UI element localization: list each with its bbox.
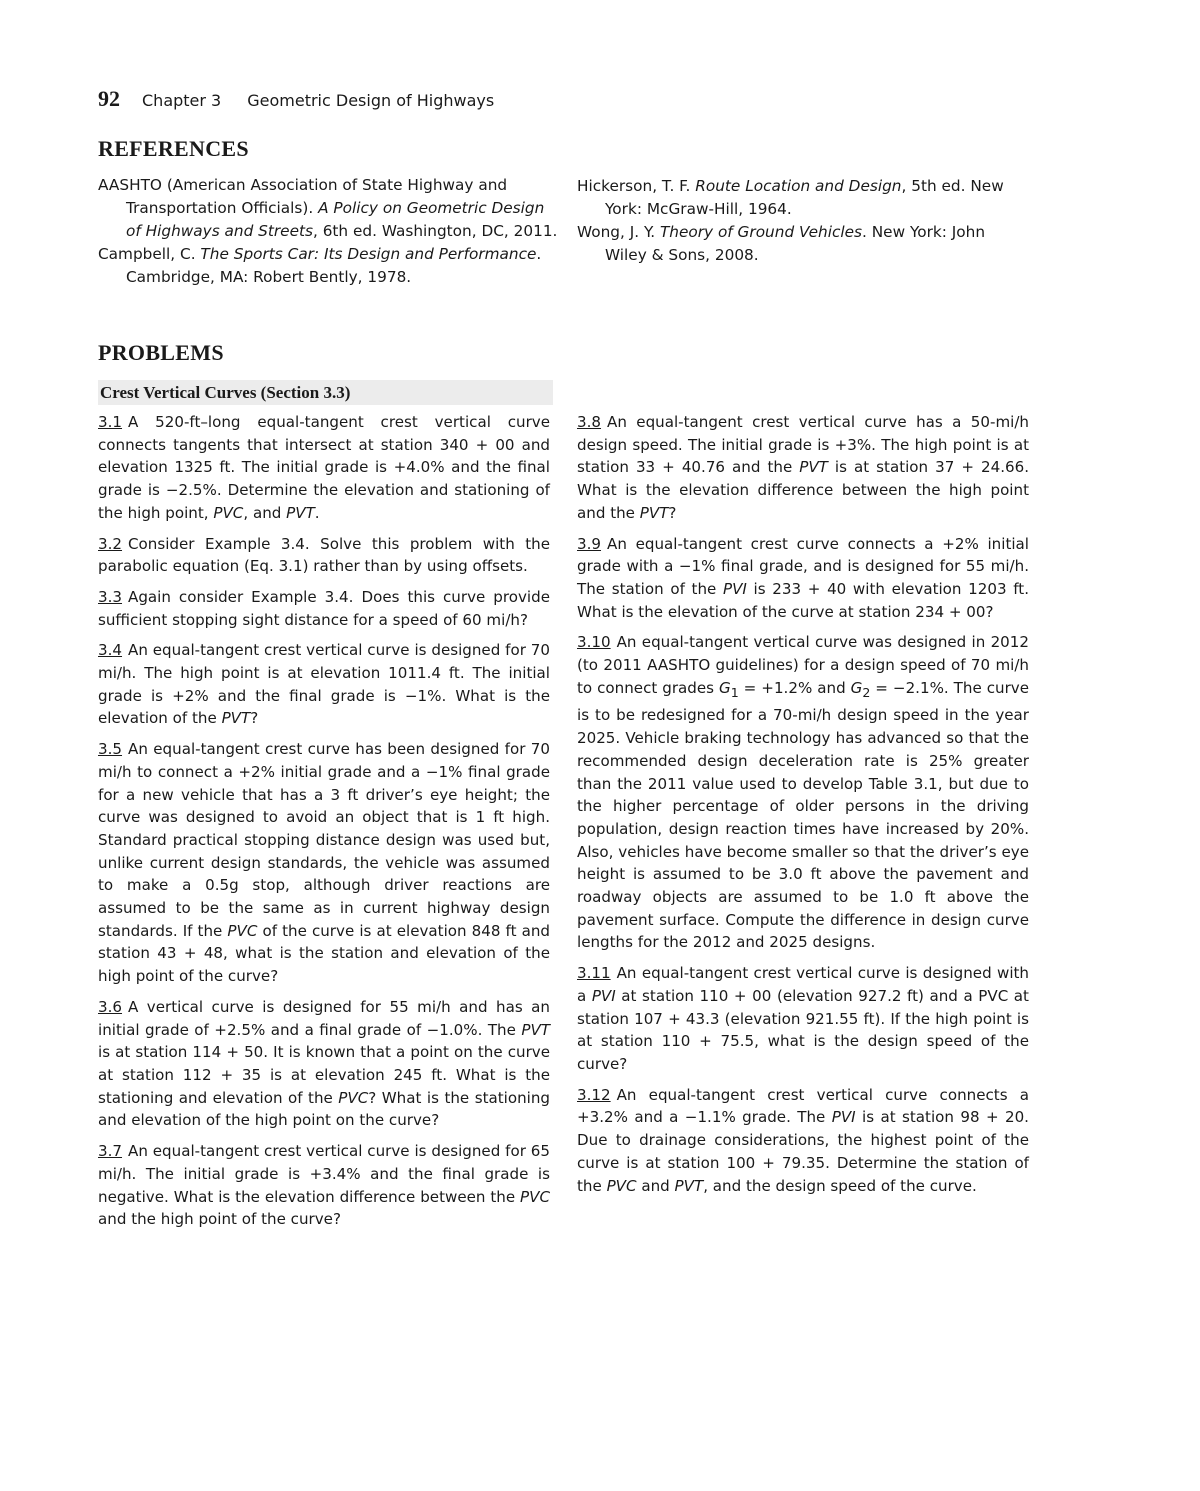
page-number: 92 bbox=[98, 86, 120, 111]
reference-entry: Hickerson, T. F. Route Location and Design, 5th ed. New York: McGraw-Hill, 1964. bbox=[577, 177, 1004, 218]
page-header bbox=[98, 86, 494, 112]
problems-right-column bbox=[577, 411, 1029, 1205]
problem-number: 3.9 bbox=[577, 534, 602, 553]
reference-entry: Wong, J. Y. Theory of Ground Vehicles. New York: John Wiley & Sons, 2008. bbox=[577, 223, 986, 264]
problem-number: 3.1 bbox=[98, 413, 123, 431]
problem-number: 3.12 bbox=[577, 1085, 611, 1104]
problem-3-6: 3.6 A vertical curve is designed for 55 mi/h and has an initial grade of +2.5% and a final grade of −1.0%. The PVT is at station 114 + 50. It is known that a point on the curve at station 112 + 35 is at elevation 245 ft. What is the stationing and elevation of the PVC? What is the stationing and elevation of the high point on the curve? bbox=[98, 997, 550, 1130]
subsection-bar bbox=[98, 380, 553, 405]
problem-number: 3.4 bbox=[98, 641, 123, 660]
subsection-title: Crest Vertical Curves (Section 3.3) bbox=[100, 382, 351, 402]
reference-entry: AASHTO (American Association of State Highway and Transportation Officials). A Policy on Geometric Design of Highways and Streets, 6th ed. Washington, DC, 2011. bbox=[98, 176, 558, 240]
problem-3-4: 3.4 An equal-tangent crest vertical curve is designed for 70 mi/h. The high point is at elevation 1011.4 ft. The initial grade is +2% and the final grade is −1%. What is the elevation of the PVT? bbox=[98, 641, 550, 728]
problem-number: 3.7 bbox=[98, 1142, 123, 1161]
problem-3-9: 3.9 An equal-tangent crest curve connects a +2% initial grade with a −1% final grade, and is designed for 55 mi/h. The station of the PVI is 233 + 40 with elevation 1203 ft. What is the elevation of the curve at station 234 + 00? bbox=[577, 534, 1029, 621]
references-heading: REFERENCES bbox=[98, 136, 249, 161]
problem-number: 3.2 bbox=[98, 534, 123, 553]
problem-number: 3.6 bbox=[98, 997, 123, 1016]
problem-3-5: 3.5 An equal-tangent crest curve has been designed for 70 mi/h to connect a +2% initial grade and a −1% final grade for a new vehicle that has a 3 ft driver’s eye height; the curve was designed to avoid an object that is 1 ft high. Standard practical stopping distance design was used but, unlike current design standards, the vehicle was assumed to make a 0.5g stop, although driver reactions are assumed to be the same as in current highway design standards. If the PVC of the curve is at elevation 848 ft and station 43 + 48, what is the station and elevation of the high point of the curve? bbox=[98, 740, 550, 986]
problem-number: 3.5 bbox=[98, 740, 123, 759]
problems-left-column bbox=[98, 411, 550, 1239]
problem-3-8: 3.8 An equal-tangent crest vertical curve has a 50-mi/h design speed. The initial grade is +3%. The high point is at station 33 + 40.76 and the PVT is at station 37 + 24.66. What is the elevation difference between the high point and the PVT? bbox=[577, 413, 1029, 522]
chapter-title: Geometric Design of Highways bbox=[247, 91, 495, 110]
problem-3-11: 3.11 An equal-tangent crest vertical curve is designed with a PVI at station 110 + 00 (elevation 927.2 ft) and a PVC at station 107 + 43.3 (elevation 921.55 ft). If the high point is at station 110 + 75.5, what is the design speed of the curve? bbox=[577, 964, 1029, 1073]
problem-3-7: 3.7 An equal-tangent crest vertical curve is designed for 65 mi/h. The initial grade is +3.4% and the final grade is negative. What is the elevation difference between the PVC and the high point of the curve? bbox=[98, 1142, 550, 1229]
problem-number: 3.3 bbox=[98, 587, 123, 606]
references-right-column bbox=[577, 175, 1017, 267]
problem-number: 3.10 bbox=[577, 633, 611, 652]
chapter-label: Chapter 3 bbox=[142, 91, 222, 110]
problem-3-1: 3.1 A 520-ft–long equal-tangent crest vertical curve connects tangents that intersect at station 340 + 00 and elevation 1325 ft. The initial grade is +4.0% and the final grade is −2.5%. Determine the elevation and stationing of the high point, PVC, and PVT. bbox=[98, 413, 550, 522]
problem-number: 3.8 bbox=[577, 413, 602, 431]
reference-entry: Campbell, C. The Sports Car: Its Design and Performance. Cambridge, MA: Robert Bently, 1978. bbox=[98, 245, 542, 286]
references-left-column bbox=[98, 174, 558, 289]
problems-heading: PROBLEMS bbox=[98, 340, 224, 365]
problem-3-3: 3.3 Again consider Example 3.4. Does this curve provide sufficient stopping sight distance for a speed of 60 mi/h? bbox=[98, 587, 550, 629]
problem-number: 3.11 bbox=[577, 964, 611, 983]
problem-3-10: 3.10 An equal-tangent vertical curve was designed in 2012 (to 2011 AASHTO guidelines) for a design speed of 70 mi/h to connect grades $G_1 = +1.2\%$ and $G_2 = -2.1\%$. The curve is to be redesigned for a 70-mi/h design speed in the year 2025. Vehicle braking technology has advanced so that the recommended design deceleration rate is 25% greater than the 2011 value used to develop Table 3.1, but due to the higher percentage of older persons in the driving population, design reaction times have increased by 20%. Also, vehicles have become smaller so that the driver’s eye height is assumed to be 3.0 ft above the pavement and roadway objects are assumed to be 1.0 ft above the pavement surface. Compute the difference in design curve lengths for the 2012 and 2025 designs. bbox=[577, 633, 1030, 952]
problem-3-12: 3.12 An equal-tangent crest vertical curve connects a +3.2% and a −1.1% grade. The PVI is at station 98 + 20. Due to drainage considerations, the highest point of the curve is at station 100 + 79.35. Determine the station of the PVC and PVT, and the design speed of the curve. bbox=[577, 1085, 1029, 1195]
problem-3-2: 3.2 Consider Example 3.4. Solve this problem with the parabolic equation (Eq. 3.1) rather than by using offsets. bbox=[98, 534, 550, 576]
